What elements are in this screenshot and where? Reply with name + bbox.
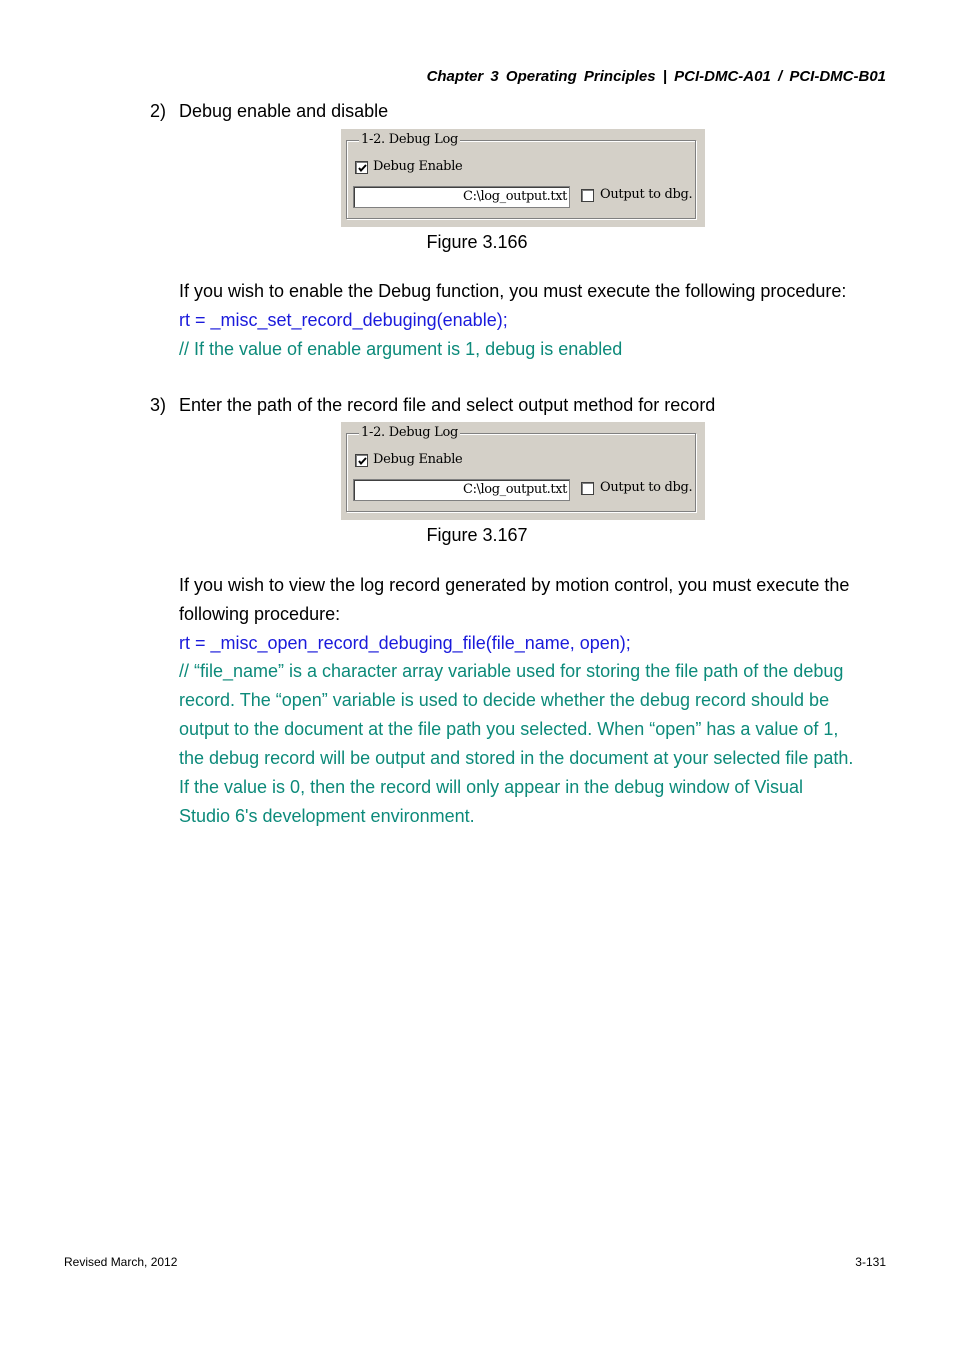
debug-log-panel — [341, 422, 705, 520]
footer-revision: Revised March, 2012 — [64, 1255, 178, 1269]
code-comment-line: record. The “open” variable is used to decide whether the debug record should be — [179, 690, 830, 710]
page-header: Chapter 3 Operating Principles | PCI-DMC-A01 / PCI-DMC-B01 — [426, 68, 886, 85]
log-path-input[interactable]: C:\log_output.txt — [353, 479, 570, 501]
code-line: rt = _misc_set_record_debuging(enable); — [179, 310, 508, 330]
code-comment-line: output to the document at the file path you selected. When “open” has a value of 1, — [179, 719, 839, 739]
paragraph-line: following procedure: — [179, 604, 341, 624]
code-comment-line: the debug record will be output and stored in the document at your selected file path. — [179, 748, 854, 768]
debug-enable-label: Debug Enable — [373, 159, 463, 174]
checkmark-icon — [357, 163, 368, 174]
debug-log-group — [346, 425, 696, 512]
paragraph: If you wish to enable the Debug function, you must execute the following procedure: — [179, 281, 847, 301]
figure-caption: Figure 3.166 — [426, 232, 528, 252]
code-comment: // If the value of enable argument is 1, debug is enabled — [179, 339, 623, 359]
group-title: 1-2. Debug Log — [361, 132, 459, 147]
page-number: 3-131 — [855, 1255, 886, 1269]
output-dbg-checkbox[interactable] — [581, 482, 594, 495]
debug-log-group — [346, 132, 696, 219]
section-number: 2) — [150, 101, 167, 121]
code-line: rt = _misc_open_record_debuging_file(file_name, open); — [179, 633, 631, 653]
section-heading: Enter the path of the record file and select output method for record — [179, 395, 716, 415]
output-dbg-checkbox[interactable] — [581, 189, 594, 202]
debug-enable-checkbox[interactable] — [355, 161, 368, 174]
code-comment-line: Studio 6's development environment. — [179, 806, 475, 826]
figure-caption: Figure 3.167 — [426, 525, 528, 545]
section-number: 3) — [150, 395, 167, 415]
output-dbg-label: Output to dbg. — [600, 187, 693, 202]
section-heading: Debug enable and disable — [179, 101, 389, 121]
paragraph-line: If you wish to view the log record generated by motion control, you must execute the — [179, 575, 850, 595]
code-comment-line: // “file_name” is a character array variable used for storing the file path of the debug — [179, 661, 844, 681]
code-comment-line: If the value is 0, then the record will only appear in the debug window of Visual — [179, 777, 804, 797]
log-path-input[interactable]: C:\log_output.txt — [353, 186, 570, 208]
debug-log-panel — [341, 129, 705, 227]
debug-enable-checkbox[interactable] — [355, 454, 368, 467]
debug-enable-label: Debug Enable — [373, 452, 463, 467]
group-title: 1-2. Debug Log — [361, 425, 459, 440]
output-dbg-label: Output to dbg. — [600, 480, 693, 495]
checkmark-icon — [357, 456, 368, 467]
